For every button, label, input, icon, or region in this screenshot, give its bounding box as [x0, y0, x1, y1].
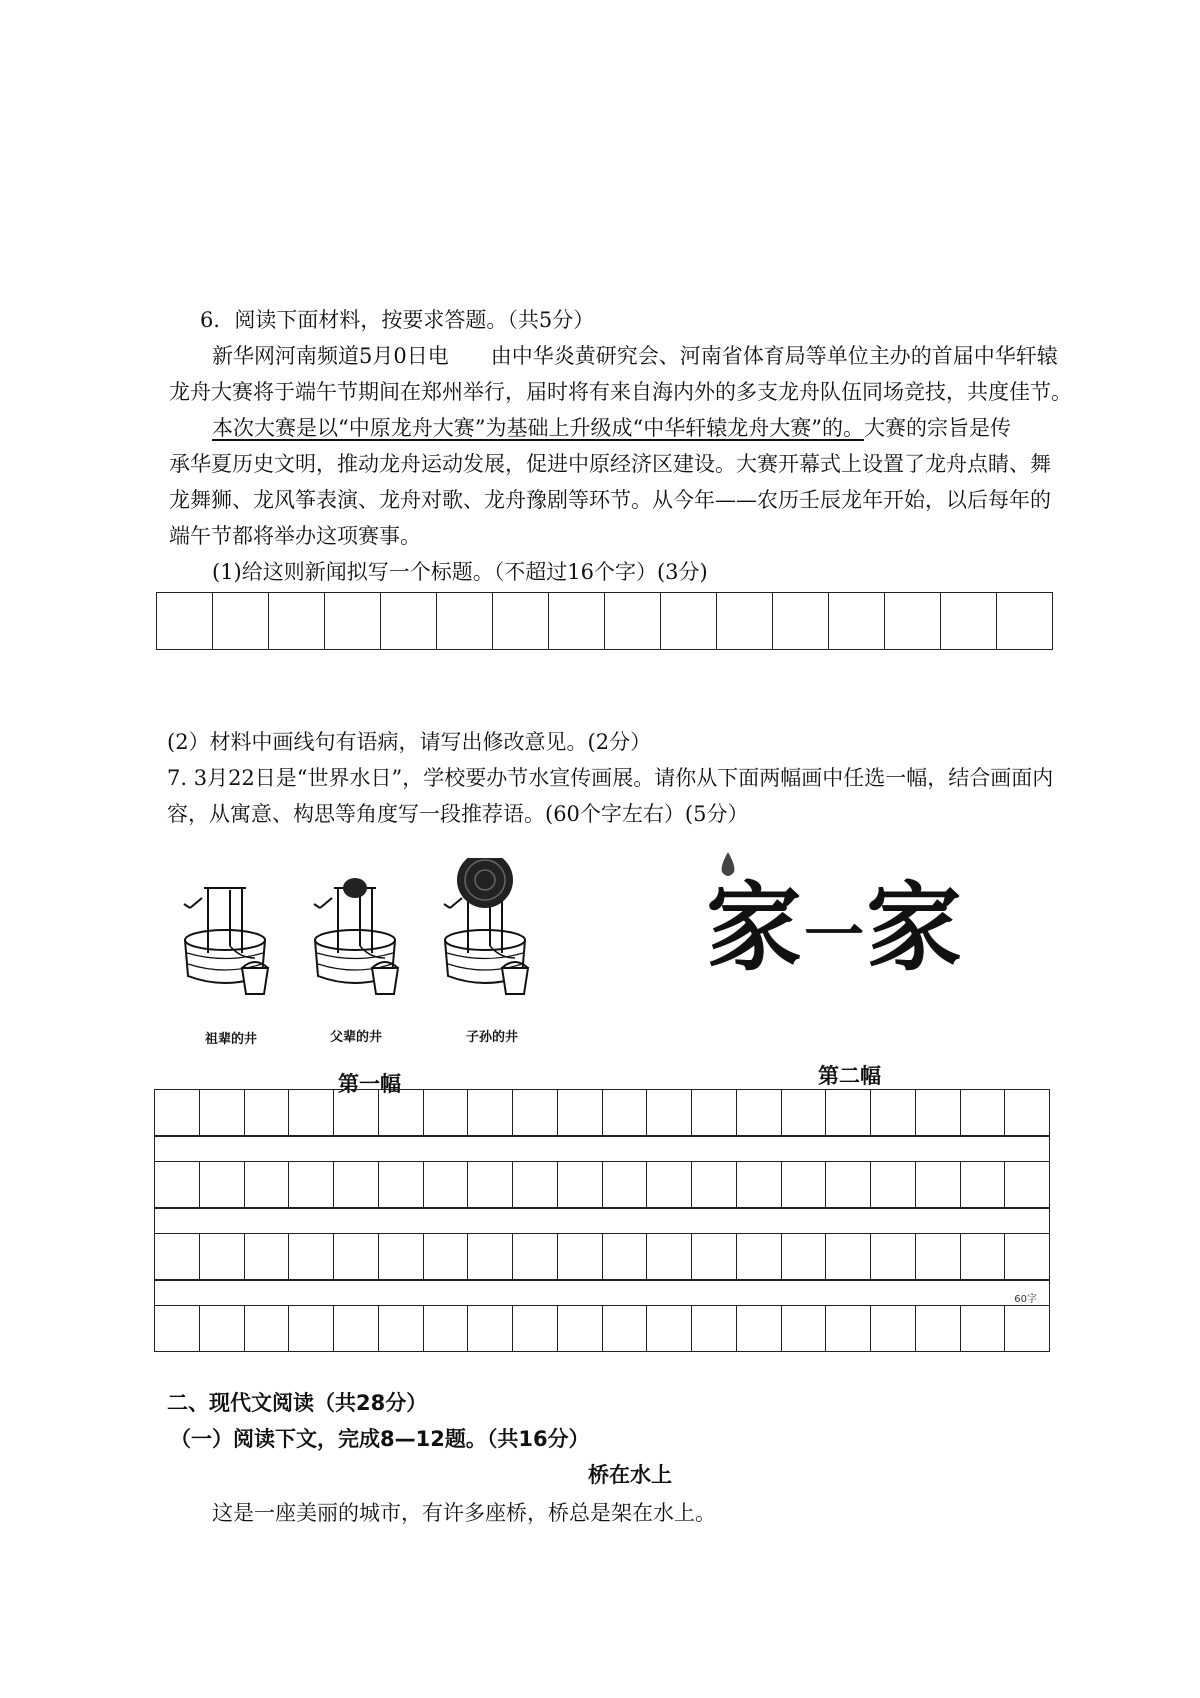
figure2-title: 第二幅	[818, 1063, 881, 1088]
calligraphy-char-2: 一	[804, 901, 866, 972]
q6-heading: 6．阅读下面材料，按要求答题。（共5分）	[200, 308, 595, 332]
grid-row[interactable]	[154, 1161, 1050, 1208]
q6-para2-line4: 端午节都将举办这项赛事。	[169, 524, 421, 548]
wells-illustration	[180, 858, 560, 1008]
answer-box[interactable]	[773, 593, 829, 650]
answer-box[interactable]	[997, 593, 1053, 650]
answer-box[interactable]	[325, 593, 381, 650]
calligraphy-artwork	[706, 871, 964, 984]
caption-descendants-well: 子孙的井	[466, 1030, 519, 1045]
answer-box[interactable]	[605, 593, 661, 650]
answer-box[interactable]	[157, 593, 213, 650]
calligraphy-char-1: 家	[706, 871, 804, 984]
answer-box[interactable]	[213, 593, 269, 650]
answer-box[interactable]	[493, 593, 549, 650]
section2-subheading: （一）阅读下文，完成8—12题。（共16分）	[170, 1427, 590, 1451]
grid-row[interactable]	[154, 1305, 1050, 1352]
underlined-sentence: 本次大赛是以“中原龙舟大赛”为基础上升级成“中华轩辕龙舟大赛”的。	[212, 416, 864, 440]
article-first-line: 这是一座美丽的城市，有许多座桥，桥总是架在水上。	[212, 1501, 716, 1525]
recommendation-writing-grid[interactable]	[154, 1089, 1050, 1352]
caption-grandparents-well: 祖辈的井	[205, 1032, 258, 1047]
answer-box[interactable]	[661, 593, 717, 650]
q6-sub1: (1)给这则新闻拟写一个标题。（不超过16个字）(3分)	[212, 560, 708, 584]
answer-box[interactable]	[717, 593, 773, 650]
answer-box[interactable]	[269, 593, 325, 650]
answer-box[interactable]	[381, 593, 437, 650]
section2-heading: 二、现代文阅读（共28分）	[167, 1391, 428, 1415]
calligraphy-char-3: 家	[866, 871, 964, 984]
q6-sub2: (2）材料中画线句有语病，请写出修改意见。(2分）	[167, 730, 652, 754]
caption-parents-well: 父辈的井	[330, 1030, 383, 1045]
q7-line2: 容，从寓意、构思等角度写一段推荐语。(60个字左右）(5分）	[167, 802, 749, 826]
q7-line1: 7. 3月22日是“世界水日”，学校要办节水宣传画展。请你从下面两幅画中任选一幅，结合画面内	[167, 766, 1054, 790]
figure1-title: 第一幅	[338, 1071, 401, 1096]
q6-para1-line1: 新华网河南频道5月0日电 由中华炎黄研究会、河南省体育局等单位主办的首届中华轩辕	[212, 344, 1058, 368]
answer-box[interactable]	[437, 593, 493, 650]
grid-row[interactable]	[154, 1233, 1050, 1280]
answer-box[interactable]	[885, 593, 941, 650]
q6-para1-line2: 龙舟大赛将于端午节期间在郑州举行，届时将有来自海内外的多支龙舟队伍同场竞技，共度佳节。	[169, 380, 1072, 404]
q6-para2-line3: 龙舞狮、龙风筝表演、龙舟对歌、龙舟豫剧等环节。从今年——农历壬辰龙年开始，以后每年的	[169, 488, 1051, 512]
q6-para2-line1	[212, 414, 1011, 442]
answer-box[interactable]	[941, 593, 997, 650]
answer-box[interactable]	[549, 593, 605, 650]
q6-para2-rest: 大赛的宗旨是传	[863, 416, 1011, 440]
grid-row[interactable]	[154, 1089, 1050, 1136]
answer-box[interactable]	[829, 593, 885, 650]
sixty-char-mark: 60字	[1014, 1294, 1037, 1305]
article-title: 桥在水上	[588, 1463, 672, 1487]
q6-para2-line2: 承华夏历史文明，推动龙舟运动发展，促进中原经济区建设。大赛开幕式上设置了龙舟点睛、舞	[169, 452, 1051, 476]
title-answer-grid[interactable]	[156, 592, 1053, 650]
